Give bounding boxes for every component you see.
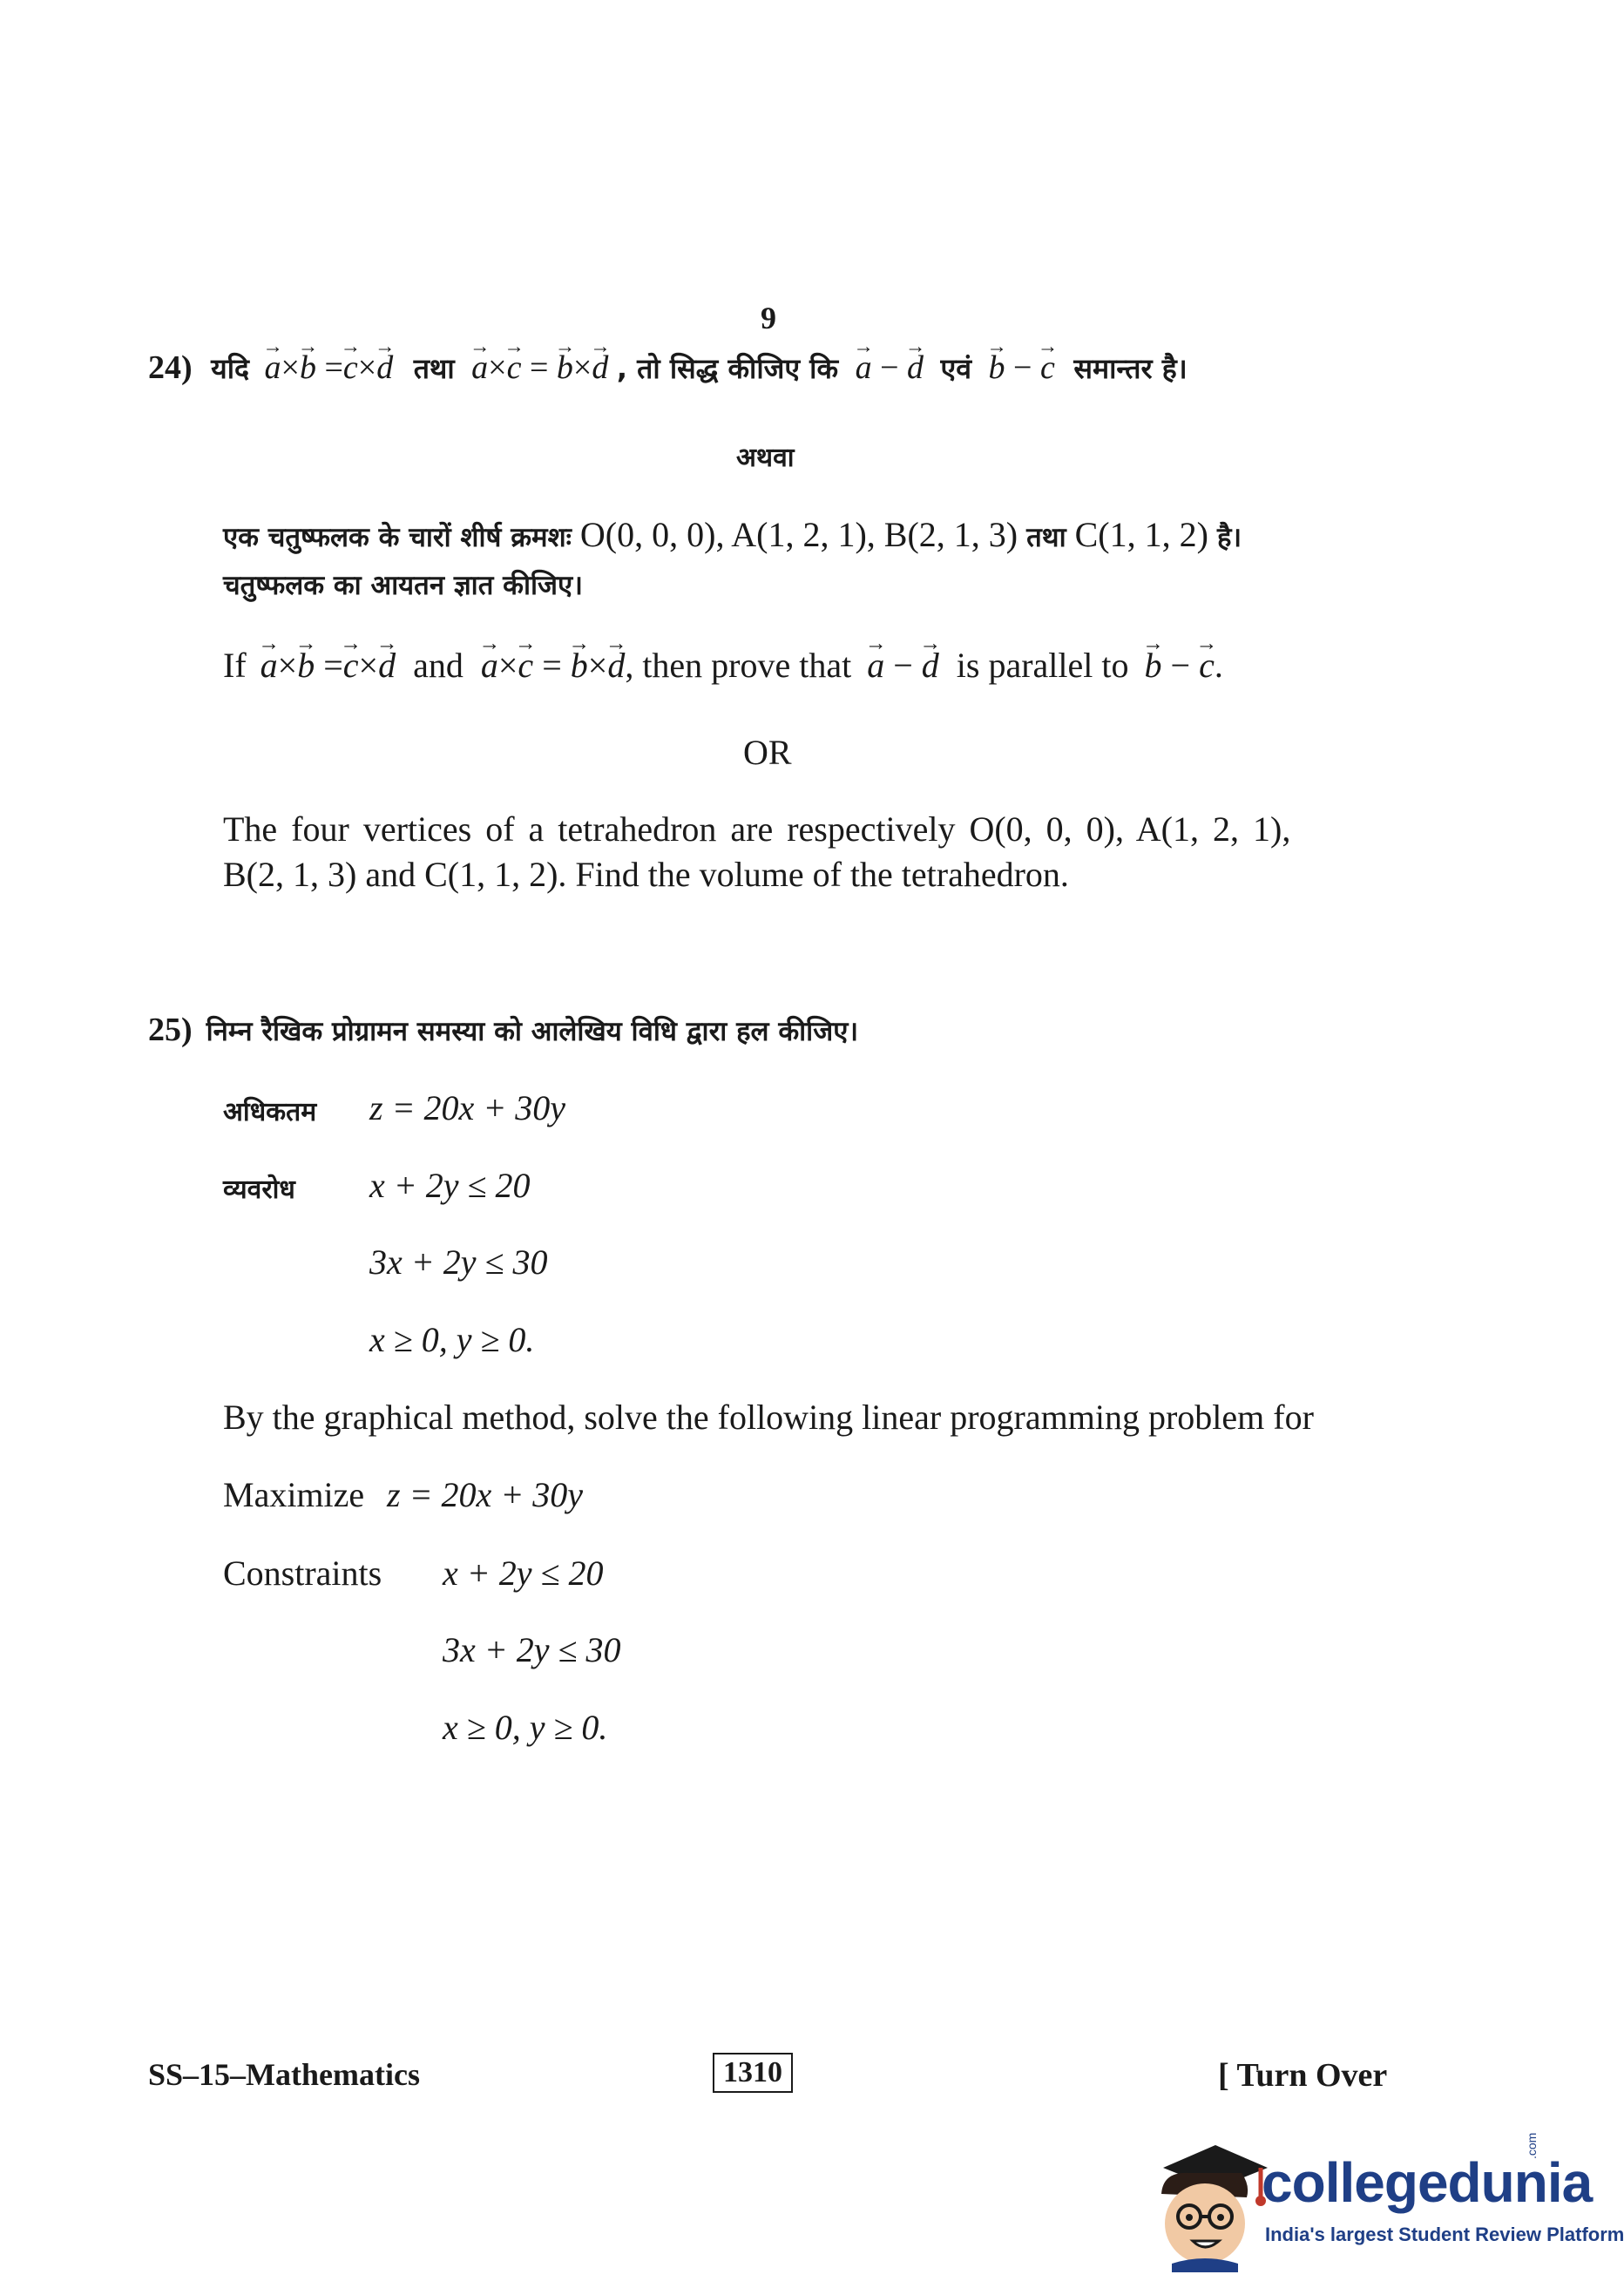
english-constraint-3: x ≥ 0, y ≥ 0.: [443, 1708, 608, 1747]
q24-hindi-alternative-line1: एक चतुष्फलक के चारों शीर्ष क्रमशः O(0, 0, 0), A(1, 2, 1), B(2, 1, 3) तथा C(1, 1, 2) है।: [223, 515, 1242, 554]
footer-page-code: 1310: [713, 2053, 793, 2093]
english-maximize-label: Maximize: [223, 1475, 365, 1514]
hindi-objective: z = 20x + 30y: [369, 1088, 566, 1127]
hindi-constraint-3: x ≥ 0, y ≥ 0.: [369, 1320, 535, 1359]
footer-turn-over: [ Turn Over: [1218, 2057, 1388, 2094]
collegedunia-logo-icon: [1137, 2133, 1276, 2272]
q25-hindi-question: 25) निम्न रैखिक प्रोग्रामन समस्या को आलेखिय विधि द्वारा हल कीजिए।: [148, 1012, 859, 1048]
q24-english-alternative-line1: The four vertices of a tetrahedron are respectively O(0, 0, 0), A(1, 2, 1),: [223, 809, 1291, 849]
q24-english-question: If a →×b → =c →×d → and a →×c → = b →×d →, then prove that a → − d → is parallel to b → − c →.: [223, 645, 1223, 686]
math-axc-eq-bxd: a →×c → = b →×d →: [471, 349, 608, 386]
math-b-minus-c: b → − c →: [989, 349, 1055, 386]
q24-hindi-question: 24) यदि a →×b → =c →×d → तथा a →×c → = b →×d → , तो सिद्ध कीजिए कि a → − d → एवं b → − c → समान्तर है।: [148, 349, 1188, 387]
q25-number: 25): [148, 1012, 193, 1048]
math-axb-eq-cxd: a →×b → =c →×d →: [265, 349, 394, 386]
collegedunia-logo-text: collegedunia: [1262, 2151, 1593, 2214]
or-english: OR: [743, 733, 792, 772]
collegedunia-logo-suffix: .com: [1525, 2132, 1539, 2159]
english-constraints-label: Constraints: [223, 1554, 382, 1593]
english-constraint-1: x + 2y ≤ 20: [443, 1554, 604, 1593]
q24-hindi-alternative-line2: चतुष्फलक का आयतन ज्ञात कीजिए।: [223, 570, 583, 601]
page-number: 9: [761, 301, 776, 335]
english-objective: z = 20x + 30y: [387, 1475, 584, 1514]
q24-number: 24): [148, 349, 193, 386]
or-hindi: अथवा: [736, 443, 795, 473]
hindi-maximize-label: अधिकतम: [223, 1097, 317, 1127]
english-constraint-2: 3x + 2y ≤ 30: [443, 1630, 621, 1669]
hindi-constraint-1: x + 2y ≤ 20: [369, 1166, 531, 1205]
collegedunia-tagline: India's largest Student Review Platform: [1265, 2224, 1624, 2245]
footer-paper-code: SS–15–Mathematics: [148, 2057, 420, 2092]
hindi-constraints-label: व्यवरोध: [223, 1174, 295, 1205]
math-a-minus-d: a → − d →: [856, 349, 924, 386]
q24-english-alternative-line2: B(2, 1, 3) and C(1, 1, 2). Find the volume of the tetrahedron.: [223, 855, 1069, 894]
hindi-constraint-2: 3x + 2y ≤ 30: [369, 1242, 548, 1282]
english-lpp-intro: By the graphical method, solve the following linear programming problem for: [223, 1398, 1314, 1437]
